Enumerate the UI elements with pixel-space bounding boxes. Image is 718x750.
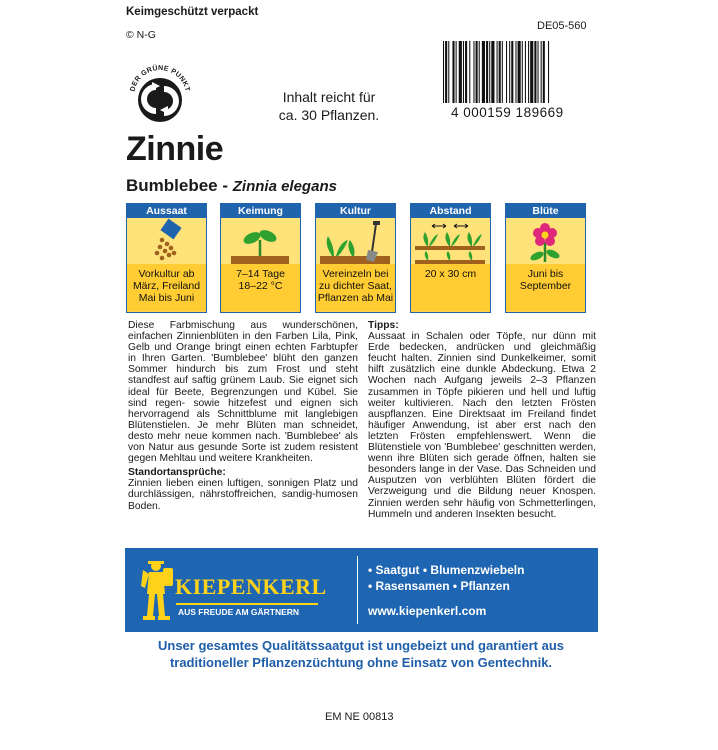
- card-line: Juni bis: [527, 268, 564, 280]
- barcode-bar: [548, 41, 549, 103]
- card-text: [411, 264, 490, 311]
- green-dot-icon: [126, 62, 194, 130]
- barcode-bar: [486, 41, 488, 103]
- plant-shovel-icon: [316, 218, 395, 264]
- barcode-bar: [518, 41, 521, 103]
- barcode-bar: [459, 41, 462, 103]
- card-aussaat: [126, 203, 207, 313]
- barcode-bar: [491, 41, 494, 103]
- barcode-bar: [448, 41, 449, 103]
- brand-name: KIEPENKERL: [175, 574, 327, 599]
- logo-divider: [176, 603, 318, 605]
- card-line: 7–14 Tage: [236, 268, 285, 280]
- card-line: Mai bis Juni: [138, 292, 195, 304]
- barcode-bar: [522, 41, 523, 103]
- barcode-bar: [489, 41, 490, 103]
- copyright: © N-G: [126, 29, 156, 41]
- content-note: [262, 88, 396, 124]
- card-text: [127, 264, 206, 311]
- barcode-bar: [497, 41, 498, 103]
- card-line: März, Freiland: [132, 280, 201, 292]
- farmer-icon: [139, 558, 175, 622]
- barcode-bar: [538, 41, 539, 103]
- barcode-bar: [452, 41, 454, 103]
- brand-slogan: AUS FREUDE AM GÄRTNERN: [178, 607, 300, 617]
- card-title: Blüte: [506, 204, 585, 218]
- card-line: September: [519, 280, 572, 292]
- content-note-line1: Inhalt reicht für: [282, 89, 376, 105]
- article-code: DE05-560: [537, 20, 587, 32]
- card-title: Kultur: [316, 204, 395, 218]
- card-abstand: [410, 203, 491, 313]
- barcode-bar: [525, 41, 526, 103]
- card-line: Vorkultur ab: [138, 268, 195, 280]
- barcode-bar: [541, 41, 542, 103]
- brand-list-line: • Saatgut • Blumenzwiebeln: [368, 563, 525, 577]
- variety-name: Bumblebee: [126, 176, 218, 195]
- card-title: Keimung: [221, 204, 300, 218]
- card-text: [506, 264, 585, 311]
- brand-list-line: • Rasensamen • Pflanzen: [368, 579, 510, 593]
- tips-heading: Tipps:: [368, 320, 399, 331]
- latin-name: Zinnia elegans: [232, 178, 337, 195]
- barcode-bar: [482, 41, 485, 103]
- barcode-bar: [515, 41, 516, 103]
- barcode-bar: [479, 41, 480, 103]
- spacing-icon: [411, 218, 490, 264]
- card-title: Abstand: [411, 204, 490, 218]
- barcode-bar: [463, 41, 464, 103]
- quality-line: Unser gesamtes Qualitätssaatgut ist ungebeizt und garantiert aus: [158, 638, 564, 653]
- content-note-line2: ca. 30 Pflanzen.: [278, 107, 380, 123]
- quality-statement: [118, 637, 604, 671]
- brand-banner: [125, 548, 598, 632]
- brand-divider: [357, 556, 358, 624]
- quality-line: traditioneller Pflanzenzüchtung ohne Einsatz von Gentechnik.: [169, 655, 553, 670]
- card-bluete: [505, 203, 586, 313]
- brand-logo: [125, 548, 355, 632]
- barcode-bar: [530, 41, 533, 103]
- barcode-bar: [473, 41, 474, 103]
- card-line: Vereinzeln bei: [322, 268, 389, 280]
- barcode-bar: [443, 41, 444, 103]
- flower-icon: [506, 218, 585, 264]
- barcode-bar: [528, 41, 529, 103]
- footer-code: EM NE 00813: [325, 711, 394, 723]
- card-text: [221, 264, 300, 311]
- subtitle-separator: -: [217, 176, 233, 195]
- barcode-bar: [509, 41, 510, 103]
- barcode-bar: [534, 41, 536, 103]
- card-kultur: [315, 203, 396, 313]
- info-cards: [126, 203, 586, 313]
- barcode-bar: [499, 41, 501, 103]
- card-line: Pflanzen ab Mai: [317, 292, 394, 304]
- barcode-bar: [465, 41, 467, 103]
- card-keimung: [220, 203, 301, 313]
- tips-text: Aussaat in Schalen oder Töpfe, nur dünn mit Erde bedecken, andrücken und gleichmäßig feucht halten. Zinnien sind Dunkelkeimer, somit hilft zusätzlich eine dunkle Abdeckung. Etwa 2 Wochen nach Aufgang jeweils 2–3 Pflanzen zusammen in Töpfe pikieren und hell und luftig weiter kultivieren. Nach den letzten Frösten auspflanzen. Eine Direktsaat im Freiland findet häufiger Anwendung, ist aber erst nach den letzten Frösten empfehlenswert. Wenn die Blütenstiele von 'Bumblebee' geschnitten werden, wenn ihre Blüten sich gerade öffnen, halten sie besonders lange in der Vase. Das Schneiden und Ausputzen von verblühten Blüten fördert die Verzweigung und die Bildung neuer Knospen. Zinnien werden sehr häufig von Schmetterlingen, Hummeln und anderen Insekten besucht.: [368, 331, 596, 520]
- barcode-bar: [469, 41, 470, 103]
- barcode-bar: [476, 41, 478, 103]
- barcode-number: 4 000159 189669: [451, 105, 564, 120]
- green-dot-label: DER GRÜNE PUNKT: [129, 64, 191, 93]
- seed-packet-icon: [127, 218, 206, 264]
- location-heading: Standortansprüche:: [128, 467, 226, 479]
- barcode-bar: [445, 41, 447, 103]
- seedling-icon: [221, 218, 300, 264]
- tips-column: [368, 320, 596, 520]
- card-line: zu dichter Saat,: [319, 280, 392, 292]
- location-text: Zinnien lieben einen luftigen, sonnigen Platz und durchlässigen, nährstoffreichen, sandig-humosen Boden.: [128, 478, 358, 512]
- packaging-note: Keimgeschützt verpackt: [126, 6, 259, 18]
- description-column: [128, 320, 358, 512]
- card-line: 20 x 30 cm: [424, 268, 477, 280]
- card-title: Aussaat: [127, 204, 206, 218]
- product-subtitle: [126, 176, 337, 196]
- description-text: Diese Farbmischung aus wunderschönen, einfachen Zinnienblüten in den Farben Lila, Pink, Gelb und Orange bringt einen echten Farbtupfer in Ihren Garten. 'Bumblebee' blüht den ganzen Sommer hindurch bis zum Frost und steht standfest auf saftig grünem Laub. Sie eignet sich ideal für Beete, Begrenzungen und Kübel. Sie sind regen- sowie hitzefest und eignen sich hervorragend als Schnittblume mit langlebigen Blütenstielen. Je mehr Blüten man schneidet, desto mehr neue kommen nach. 'Bumblebee' als von Natur aus gesunde Sorte ist zudem resistent gegen Mehltau und weitere Krankheiten.: [128, 320, 358, 465]
- product-name: Zinnie: [126, 130, 224, 168]
- card-line: 18–22 °C: [238, 280, 283, 292]
- barcode-bar: [511, 41, 513, 103]
- brand-product-list: [368, 562, 524, 594]
- card-text: [316, 264, 395, 311]
- barcode-bar: [456, 41, 457, 103]
- barcode-bar: [506, 41, 507, 103]
- barcode-bar: [502, 41, 503, 103]
- barcode-bar: [543, 41, 545, 103]
- brand-url-link[interactable]: www.kiepenkerl.com: [368, 604, 487, 618]
